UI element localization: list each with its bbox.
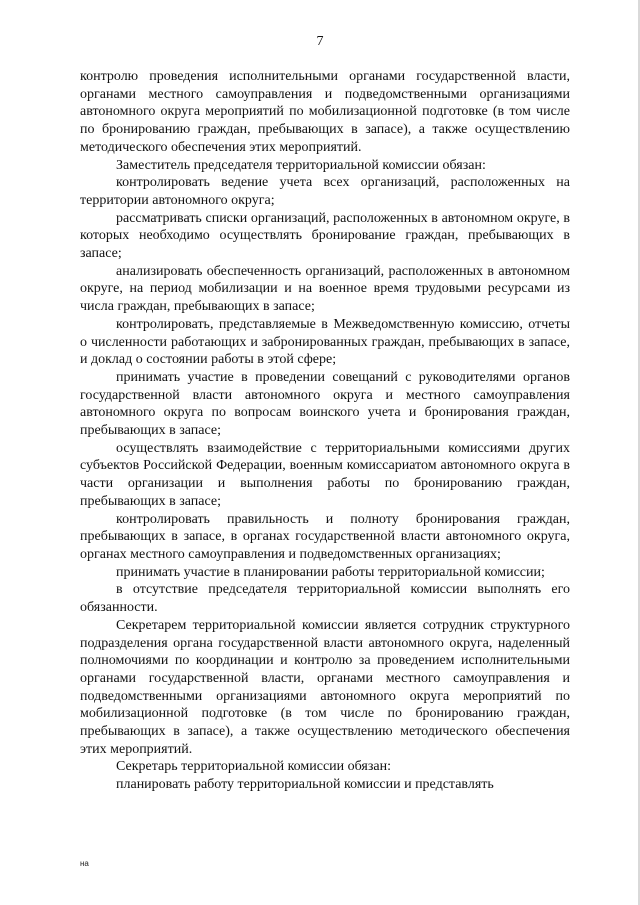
footer-mark: на [80,859,89,868]
paragraph-duty-control-reports: контролировать, представляемые в Межведомственную комиссию, отчеты о численности работающих и забронированных граждан, пребывающих в запасе, и доклад о состоянии работы в этой сфере; [80,316,570,368]
paragraph-duty-accounting: контролировать ведение учета всех организаций, расположенных на территории автономного округа; [80,175,570,208]
paragraph-duty-meetings: принимать участие в проведении совещаний с руководителями органов государственной власти автономного округа и местного самоуправления автономного округа по вопросам воинского учета и бронирования граждан, пребывающих в запасе; [80,369,570,439]
paragraph-continuation: контролю проведения исполнительными органами государственной власти, органами местного самоуправления и подведомственными организациями автономного округа мероприятий по мобилизационной подготовке (в том числе по бронированию граждан, пребывающих в запасе), а также осуществлению методического обеспечения этих мероприятий. [80,69,570,155]
paragraph-duty-review-lists: рассматривать списки организаций, расположенных в автономном округе, в которых необходимо осуществлять бронирование граждан, пребывающих в запасе; [80,210,570,262]
paragraph-secretary-duty-plan: планировать работу территориальной комиссии и представлять [116,777,494,793]
paragraph-secretary-duties-heading: Секретарь территориальной комиссии обязан: [116,759,391,775]
paragraph-duty-analyze: анализировать обеспеченность организаций, расположенных в автономном округе, на период мобилизации и на военное время трудовыми ресурсами из числа граждан, пребывающих в запасе; [80,263,570,315]
page-number: 7 [316,34,324,49]
paragraph-secretary-definition: Секретарем территориальной комиссии является сотрудник структурного подразделения органа государственной власти автономного округа, наделенный полномочиями по координации и контролю за проведением исполнительными органами государственной власти, органами местного самоуправления и подведомственными организациями автономного округа мероприятий по мобилизационной подготовке (в том числе по бронированию граждан, пребывающих в запасе), а также осуществлению методического обеспечения этих мероприятий. [80,617,570,757]
paragraph-duty-planning: принимать участие в планировании работы территориальной комиссии; [116,564,545,580]
paragraph-deputy-duties-heading: Заместитель председателя территориальной комиссии обязан: [116,157,486,173]
paragraph-duty-interaction: осуществлять взаимодействие с территориальными комиссиями других субъектов Российской Федерации, военным комиссариатом автономного округа в части организации и выполнения работы по бронированию граждан, пребывающих в запасе; [80,440,570,509]
document-body [80,68,570,794]
paragraph-duty-control-reservation: контролировать правильность и полноту бронирования граждан, пребывающих в запасе, в органах государственной власти автономного округа, органах местного самоуправления и подведомственных организациях; [80,511,570,562]
paragraph-duty-substitute: в отсутствие председателя территориальной комиссии выполнять его обязанности. [80,582,570,616]
